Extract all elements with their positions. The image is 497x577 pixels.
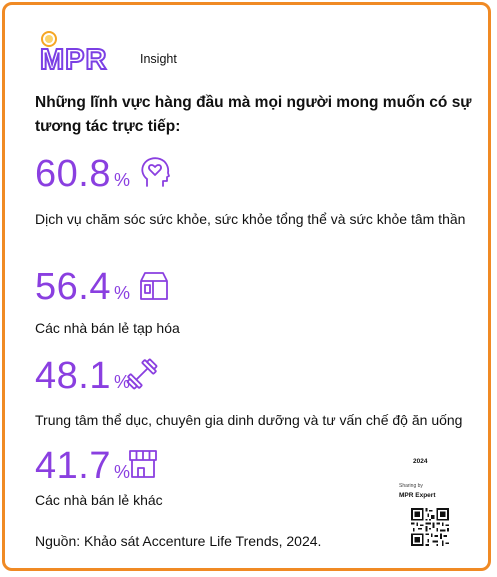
qr-sharing-by: Sharing by [399, 483, 423, 489]
stat-retail [35, 445, 130, 488]
stat-value: 56.4 [35, 266, 111, 308]
head-heart-icon [138, 155, 172, 189]
source-note: Nguồn: Khảo sát Accenture Life Trends, 2024. [35, 533, 322, 549]
stat-fitness [35, 355, 130, 398]
mpr-insight-logo [36, 28, 196, 74]
stat-label-grocery: Các nhà bán lẻ tạp hóa [35, 320, 180, 336]
logo-sublabel: Insight [140, 52, 177, 66]
grocery-box-icon [136, 268, 170, 302]
stat-label-health: Dịch vụ chăm sóc sức khỏe, sức khỏe tổng thể và sức khỏe tâm thần [35, 211, 466, 227]
qr-code-icon[interactable] [411, 508, 449, 546]
stat-health [35, 153, 130, 196]
stat-unit: % [113, 462, 130, 482]
stat-label-fitness: Trung tâm thể dục, chuyên gia dinh dưỡng và tư vấn chế độ ăn uống [35, 412, 463, 428]
stat-unit: % [113, 170, 130, 190]
qr-expert: MPR Expert [399, 492, 436, 499]
storefront-icon [126, 447, 160, 481]
logo-text: MPR [40, 44, 108, 76]
stat-unit: % [113, 372, 130, 392]
page-title: Những lĩnh vực hàng đầu mà mọi người mong muốn có sự tương tác trực tiếp: [35, 94, 472, 135]
stat-value: 48.1 [35, 355, 111, 397]
stat-grocery [35, 266, 130, 309]
stat-unit: % [113, 283, 130, 303]
qr-year: 2024 [413, 458, 428, 465]
dumbbell-icon [125, 357, 159, 391]
stat-value: 41.7 [35, 445, 111, 487]
stat-label-retail: Các nhà bán lẻ khác [35, 492, 163, 508]
stat-value: 60.8 [35, 153, 111, 195]
